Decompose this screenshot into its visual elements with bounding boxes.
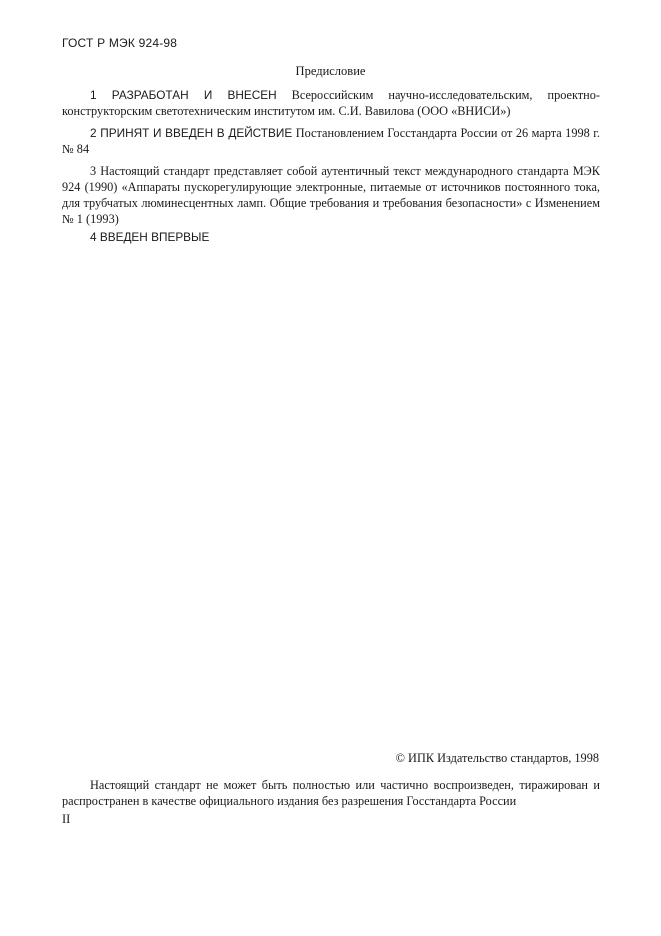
paragraph-4-label: 4 ВВЕДЕН ВПЕРВЫЕ bbox=[90, 230, 210, 244]
page-number: II bbox=[62, 812, 71, 826]
paragraph-1 bbox=[62, 87, 600, 119]
standard-code: ГОСТ Р МЭК 924-98 bbox=[62, 36, 178, 50]
paragraph-3-text: 3 Настоящий стандарт представляет собой аутентичный текст международного стандарта МЭК 924 (1990) «Аппараты пускорегулирующие электронные, питаемые от источников постоянного тока, для трубчатых люминесцентных ламп. Общие требования и требования безопасности» с Изменением № 1 (1993) bbox=[62, 164, 600, 226]
paragraph-2-text: Постановлением Госстандарта России от 26 марта 1998 г. № 84 bbox=[62, 126, 600, 156]
paragraph-3 bbox=[62, 163, 600, 227]
paragraph-1-text: Всероссийским научно-исследовательским, проектно-конструкторским светотехническим институтом им. С.И. Вавилова (ООО «ВНИСИ») bbox=[62, 88, 600, 118]
paragraph-1-label: 1 РАЗРАБОТАН И ВНЕСЕН bbox=[90, 88, 277, 102]
page-title: Предисловие bbox=[295, 64, 366, 78]
copyright-line: © ИПК Издательство стандартов, 1998 bbox=[395, 751, 599, 765]
paragraph-2-label: 2 ПРИНЯТ И ВВЕДЕН В ДЕЙСТВИЕ bbox=[90, 126, 293, 140]
paragraph-4 bbox=[62, 229, 600, 245]
paragraph-2 bbox=[62, 125, 600, 157]
reproduction-notice: Настоящий стандарт не может быть полностью или частично воспроизведен, тиражирован и распространен в качестве официального издания без разрешения Госстандарта России bbox=[62, 778, 600, 808]
